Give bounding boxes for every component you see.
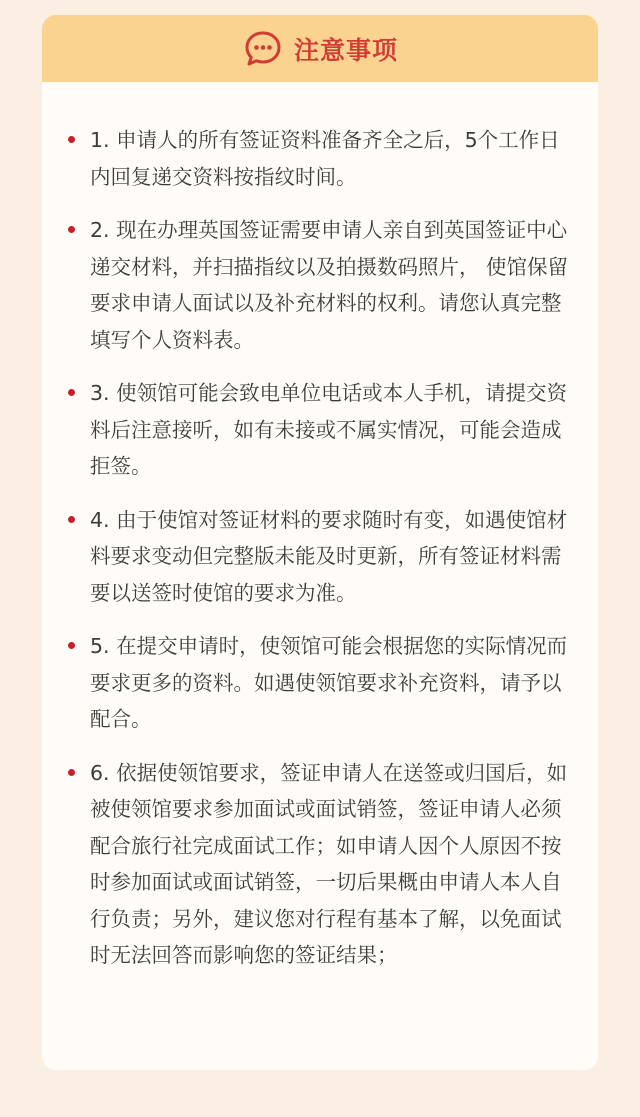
- notice-item-1: [68, 122, 568, 195]
- notice-item-5: [68, 628, 568, 738]
- notice-item-6: [68, 755, 568, 974]
- notice-card-header: [42, 15, 598, 82]
- notice-item-2: [68, 212, 568, 358]
- notice-list: [42, 82, 598, 974]
- bullet-dot: [68, 769, 75, 776]
- notice-text: 6. 依据使领馆要求，签证申请人在送签或归国后，如被使领馆要求参加面试或面试销签，签证申请人必须配合旅行社完成面试工作；如申请人因个人原因不按时参加面试或面试销签，一切后果概由申请人本人自行负责；另外，建议您对行程有基本了解，以免面试时无法回答而影响您的签证结果；: [90, 760, 568, 967]
- notice-card: [42, 15, 598, 1070]
- notice-text: 5. 在提交申请时，使领馆可能会根据您的实际情况而要求更多的资料。如遇使领馆要求补充资料，请予以配合。: [90, 634, 568, 731]
- bullet-dot: [68, 389, 75, 396]
- bullet-dot: [68, 642, 75, 649]
- bullet-dot: [68, 136, 75, 143]
- notice-text: 2. 现在办理英国签证需要申请人亲自到英国签证中心递交材料，并扫描指纹以及拍摄数码照片， 使馆保留要求申请人面试以及补充材料的权利。请您认真完整填写个人资料表。: [90, 218, 569, 352]
- chat-bubble-icon: [242, 28, 284, 70]
- notice-item-3: [68, 375, 568, 485]
- notice-text: 3. 使领馆可能会致电单位电话或本人手机，请提交资料后注意接听，如有未接或不属实情况，可能会造成拒签。: [90, 381, 568, 478]
- bullet-dot: [68, 226, 75, 233]
- notice-item-4: [68, 502, 568, 612]
- bullet-dot: [68, 516, 75, 523]
- notice-title: 注意事项: [293, 35, 398, 65]
- notice-text: 4. 由于使馆对签证材料的要求随时有变，如遇使馆材料要求变动但完整版未能及时更新，所有签证材料需要以送签时使馆的要求为准。: [90, 507, 568, 605]
- notice-text: 1. 申请人的所有签证资料准备齐全之后，5个工作日内回复递交资料按指纹时间。: [90, 128, 560, 189]
